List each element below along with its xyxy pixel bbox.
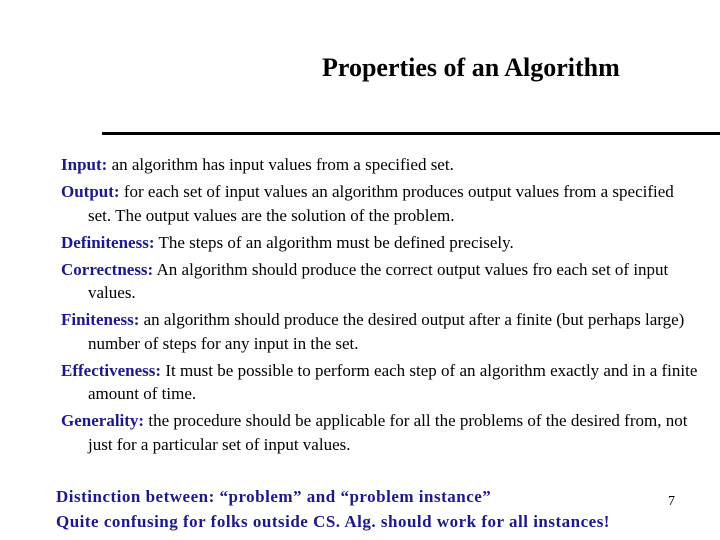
page-number: 7 bbox=[668, 494, 675, 509]
property-output bbox=[61, 180, 701, 227]
property-term: Finiteness: bbox=[61, 310, 140, 329]
property-description: the procedure should be applicable for all the problems of the desired from, not just for a particular set of input values. bbox=[88, 411, 688, 454]
property-correctness bbox=[61, 258, 701, 305]
property-term: Input: bbox=[61, 155, 108, 174]
property-description: It must be possible to perform each step of an algorithm exactly and in a finite amount of time. bbox=[88, 360, 698, 403]
property-input bbox=[61, 153, 701, 177]
properties-list bbox=[61, 153, 701, 460]
property-definiteness bbox=[61, 231, 701, 255]
property-description: for each set of input values an algorithm produces output values from a specified set. The output values are the solution of the problem. bbox=[88, 182, 674, 225]
property-description: an algorithm has input values from a specified set. bbox=[111, 155, 454, 174]
title-divider bbox=[102, 132, 720, 135]
footer-notes bbox=[56, 484, 610, 534]
property-description: an algorithm should produce the desired output after a finite (but perhaps large) number of steps for any input in the set. bbox=[88, 310, 685, 353]
property-term: Generality: bbox=[61, 411, 145, 430]
footer-note-distinction: Distinction between: “problem” and “problem instance” bbox=[56, 487, 492, 506]
property-description: The steps of an algorithm must be defined precisely. bbox=[158, 232, 514, 252]
footer-note-instances: Quite confusing for folks outside CS. Alg. should work for all instances! bbox=[56, 512, 610, 531]
property-term: Output: bbox=[61, 182, 120, 201]
property-effectiveness bbox=[61, 359, 701, 406]
property-term: Effectiveness: bbox=[61, 360, 162, 380]
property-finiteness bbox=[61, 308, 701, 355]
slide-title: Properties of an Algorithm bbox=[322, 53, 620, 82]
property-term: Correctness: bbox=[61, 259, 154, 279]
property-description: An algorithm should produce the correct output values fro each set of input values. bbox=[88, 259, 669, 302]
property-term: Definiteness: bbox=[61, 232, 155, 252]
property-generality bbox=[61, 409, 701, 456]
